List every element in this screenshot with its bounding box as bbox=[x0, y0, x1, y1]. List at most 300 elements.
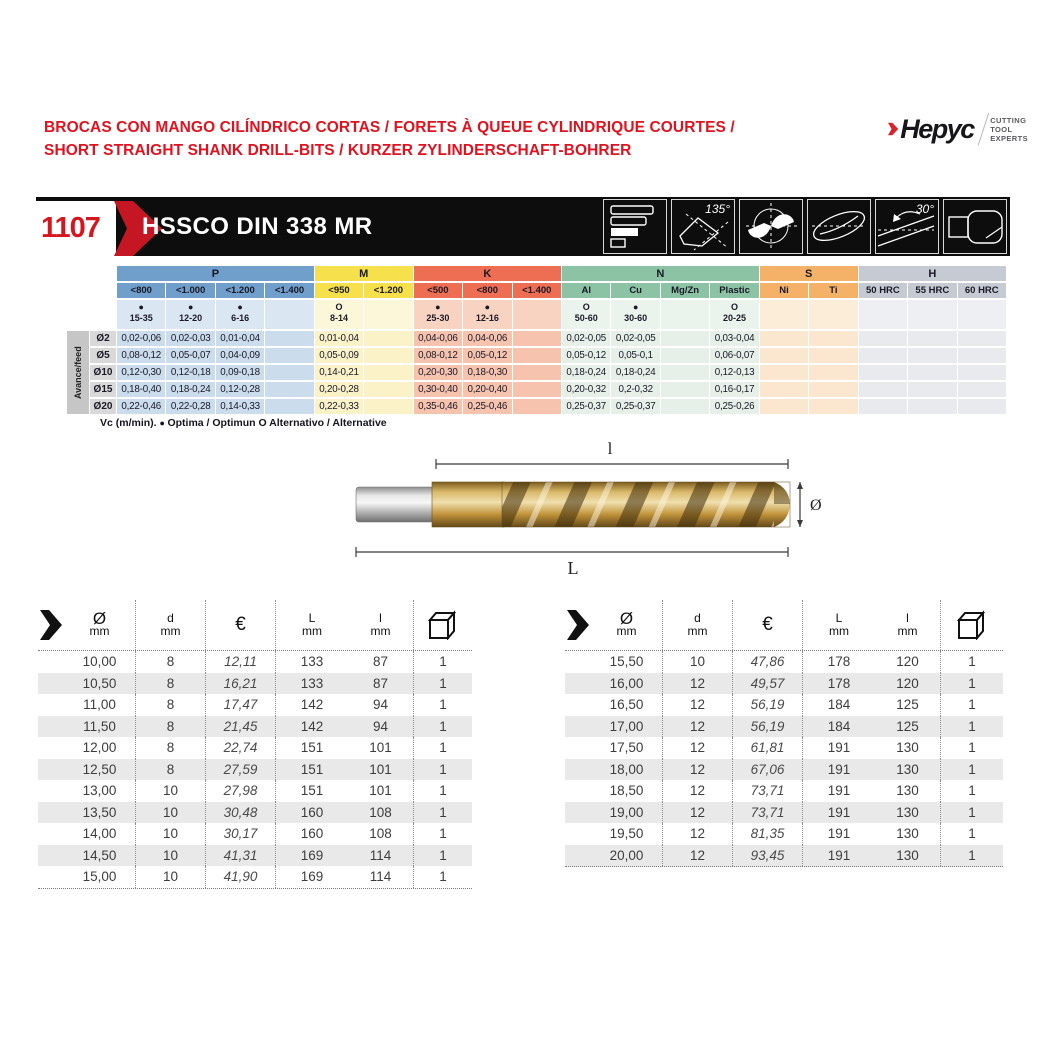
diameter-value: 20,00 bbox=[591, 845, 663, 867]
speed-group-header-N: N bbox=[562, 266, 759, 281]
speed-subcol-header: <1.200 bbox=[216, 283, 264, 298]
price-value: 56,19 bbox=[733, 716, 803, 738]
row-spacer bbox=[38, 866, 64, 888]
flute-length-value: 120 bbox=[875, 673, 941, 695]
flute-length-value: 130 bbox=[875, 823, 941, 845]
feed-value-cell: 0,04-0,06 bbox=[414, 331, 462, 346]
row-spacer bbox=[38, 651, 64, 673]
packaging-qty-value: 1 bbox=[968, 654, 976, 670]
feed-value-cell: 0,18-0,40 bbox=[117, 382, 165, 397]
speed-range-value: 12-16 bbox=[475, 313, 499, 323]
col-header-diameter-symbol: Ø bbox=[619, 609, 634, 628]
flute-length-value: 108 bbox=[348, 823, 414, 845]
feed-value-cell: 0,01-0,04 bbox=[216, 331, 264, 346]
price-value: 47,86 bbox=[733, 651, 803, 673]
logo-tagline-line: TOOL bbox=[990, 124, 1013, 134]
total-length-value: 191 bbox=[827, 804, 851, 820]
speed-subcol-header: Cu bbox=[611, 283, 659, 298]
speed-feed-table bbox=[67, 266, 1006, 414]
total-length-value: 169 bbox=[300, 869, 324, 885]
page-title-line2: SHORT STRAIGHT SHANK DRILL-BITS / KURZER ZYLINDERSCHAFT-BOHRER bbox=[44, 142, 632, 159]
price-value: 27,59 bbox=[206, 759, 276, 781]
flute-length-value: 125 bbox=[875, 694, 941, 716]
flute-length-value: 130 bbox=[875, 737, 941, 759]
logo-tagline bbox=[990, 116, 1028, 143]
price-value: 16,21 bbox=[206, 673, 276, 695]
shank-diameter-value: 12 bbox=[663, 780, 733, 802]
feed-value-cell: 0,20-0,30 bbox=[414, 365, 462, 380]
shank-diameter-value: 8 bbox=[136, 737, 206, 759]
feed-value-cell bbox=[859, 348, 907, 363]
row-spacer bbox=[38, 673, 64, 695]
feed-value-cell: 0,14-0,33 bbox=[216, 399, 264, 414]
table-chevron-icon bbox=[565, 600, 591, 650]
price-row bbox=[565, 780, 1003, 802]
alternative-marker-icon: O bbox=[731, 302, 739, 312]
optima-marker-icon: ● bbox=[138, 302, 144, 312]
feed-value-cell bbox=[661, 365, 709, 380]
total-length-value: 184 bbox=[827, 718, 851, 734]
diameter-value: 12,00 bbox=[64, 737, 136, 759]
banner-icon-strip bbox=[603, 199, 1007, 254]
feed-value-cell: 0,02-0,03 bbox=[166, 331, 214, 346]
col-header-diameter-symbol: Ø bbox=[92, 609, 107, 628]
logo-tagline-line: EXPERTS bbox=[990, 133, 1028, 143]
packaging-qty-value: 1 bbox=[968, 675, 976, 691]
speed-marker-cell bbox=[463, 300, 511, 329]
feed-value-cell: 0,06-0,07 bbox=[710, 348, 758, 363]
row-spacer bbox=[565, 759, 591, 781]
diameter-value: 10,00 bbox=[64, 651, 136, 673]
flute-length-value: 130 bbox=[875, 802, 941, 824]
row-spacer bbox=[565, 802, 591, 824]
feed-value-cell bbox=[760, 365, 808, 380]
feed-row-label: Ø5 bbox=[90, 348, 116, 363]
feed-value-cell: 0,05-0,12 bbox=[562, 348, 610, 363]
packaging-qty-value: 1 bbox=[439, 804, 447, 820]
feed-value-cell: 0,05-0,1 bbox=[611, 348, 659, 363]
col-header-total-length-unit: mm bbox=[829, 624, 849, 638]
speed-table-legend bbox=[100, 417, 387, 429]
product-name: HSSCO DIN 338 MR bbox=[142, 212, 373, 240]
price-row bbox=[38, 866, 472, 889]
size-range-icon bbox=[603, 199, 667, 254]
packaging-qty-value: 1 bbox=[968, 783, 976, 799]
feed-value-cell bbox=[760, 331, 808, 346]
diameter-value: 11,00 bbox=[64, 694, 136, 716]
packaging-qty-value: 1 bbox=[968, 697, 976, 713]
flute-length-value: 87 bbox=[348, 673, 414, 695]
price-value: 17,47 bbox=[206, 694, 276, 716]
logo-divider bbox=[978, 113, 989, 145]
price-value: 12,11 bbox=[206, 651, 276, 673]
feed-value-cell bbox=[908, 365, 956, 380]
col-header-total-length-unit: mm bbox=[302, 624, 322, 638]
feed-value-cell: 0,08-0,12 bbox=[117, 348, 165, 363]
feed-value-cell: 0,22-0,33 bbox=[315, 399, 363, 414]
price-row bbox=[38, 780, 472, 802]
price-table-left bbox=[38, 600, 472, 889]
feed-value-cell: 0,22-0,46 bbox=[117, 399, 165, 414]
speed-range-value: 20-25 bbox=[723, 313, 747, 323]
alternative-marker-icon: O bbox=[335, 302, 343, 312]
feed-row-label: Ø10 bbox=[90, 365, 116, 380]
price-row bbox=[565, 673, 1003, 695]
cross-section-icon bbox=[739, 199, 803, 254]
shank-diameter-value: 12 bbox=[663, 823, 733, 845]
flute-profile-icon bbox=[807, 199, 871, 254]
shank-diameter-value: 12 bbox=[663, 694, 733, 716]
feed-value-cell bbox=[958, 331, 1006, 346]
price-value: 67,06 bbox=[733, 759, 803, 781]
feed-value-cell bbox=[760, 348, 808, 363]
price-value: 49,57 bbox=[733, 673, 803, 695]
diameter-value: 15,00 bbox=[64, 866, 136, 888]
feed-value-cell bbox=[661, 331, 709, 346]
flute-length-value: 87 bbox=[348, 651, 414, 673]
col-header-diameter bbox=[591, 600, 663, 650]
feed-value-cell bbox=[809, 348, 857, 363]
diameter-value: 16,50 bbox=[591, 694, 663, 716]
speed-marker-cell bbox=[958, 300, 1006, 329]
feed-value-cell: 0,30-0,40 bbox=[414, 382, 462, 397]
optima-marker-icon: ● bbox=[187, 302, 194, 312]
feed-row-label: Ø2 bbox=[90, 331, 116, 346]
logo-tagline-line: CUTTING bbox=[990, 115, 1027, 125]
feed-value-cell: 0,25-0,46 bbox=[463, 399, 511, 414]
alternative-marker-icon: O bbox=[582, 302, 590, 312]
brand-logo bbox=[888, 112, 1028, 146]
speed-group-header-M: M bbox=[315, 266, 413, 281]
speed-subcol-header: <1.400 bbox=[513, 283, 561, 298]
diameter-value: 13,50 bbox=[64, 802, 136, 824]
feed-value-cell bbox=[760, 382, 808, 397]
feed-value-cell bbox=[908, 399, 956, 414]
price-row bbox=[38, 823, 472, 845]
speed-range-value: 15-35 bbox=[129, 313, 153, 323]
flute-length-value: 101 bbox=[348, 780, 414, 802]
feed-value-cell: 0,02-0,05 bbox=[562, 331, 610, 346]
diameter-value: 14,00 bbox=[64, 823, 136, 845]
price-table-header bbox=[38, 600, 472, 651]
flute-length-value: 94 bbox=[348, 694, 414, 716]
speed-marker-cell bbox=[908, 300, 956, 329]
speed-range-value: 6-16 bbox=[231, 313, 250, 323]
feed-value-cell: 0,25-0,37 bbox=[562, 399, 610, 414]
diameter-value: 10,50 bbox=[64, 673, 136, 695]
flute-length-value: 94 bbox=[348, 716, 414, 738]
feed-value-cell: 0,03-0,04 bbox=[710, 331, 758, 346]
speed-subcol-header: <800 bbox=[117, 283, 165, 298]
feed-row-label: Ø20 bbox=[90, 399, 116, 414]
speed-marker-cell bbox=[265, 300, 313, 329]
product-banner bbox=[36, 197, 1010, 256]
speed-marker-cell bbox=[710, 300, 758, 329]
flute-length-value: 120 bbox=[875, 651, 941, 673]
col-header-flute-length-unit: mm bbox=[370, 624, 391, 638]
total-length-value: 133 bbox=[300, 675, 324, 691]
flute-length-value: 114 bbox=[348, 866, 414, 888]
feed-value-cell: 0,12-0,28 bbox=[216, 382, 264, 397]
row-spacer bbox=[38, 759, 64, 781]
total-length-value: 191 bbox=[827, 826, 851, 842]
col-header-shank bbox=[663, 600, 733, 650]
feed-value-cell: 0,14-0,21 bbox=[315, 365, 363, 380]
col-header-price: € bbox=[733, 600, 803, 650]
feed-value-cell: 0,09-0,18 bbox=[216, 365, 264, 380]
price-value: 30,48 bbox=[206, 802, 276, 824]
feed-value-cell: 0,08-0,12 bbox=[414, 348, 462, 363]
feed-value-cell: 0,12-0,18 bbox=[166, 365, 214, 380]
logo-chevron-icon bbox=[888, 113, 898, 145]
speed-marker-cell bbox=[513, 300, 561, 329]
legend-optima: Optima / Optimun bbox=[167, 417, 256, 429]
col-header-diameter-unit: mm bbox=[89, 624, 110, 638]
feed-value-cell bbox=[958, 348, 1006, 363]
row-spacer bbox=[38, 802, 64, 824]
shank-diameter-value: 12 bbox=[663, 673, 733, 695]
optima-marker-icon: ● bbox=[159, 418, 168, 428]
feed-value-cell bbox=[809, 331, 857, 346]
total-length-value: 169 bbox=[300, 847, 324, 863]
diameter-label: Ø bbox=[810, 497, 822, 514]
flute-length-value: 130 bbox=[875, 845, 941, 867]
feed-value-cell bbox=[513, 331, 561, 346]
price-row bbox=[38, 802, 472, 824]
optima-marker-icon: ● bbox=[435, 302, 441, 312]
col-header-total-length bbox=[276, 600, 348, 650]
diameter-value: 12,50 bbox=[64, 759, 136, 781]
point-angle-label: 135° bbox=[705, 202, 730, 216]
total-length-label: L bbox=[567, 558, 579, 578]
packaging-qty-value: 1 bbox=[968, 804, 976, 820]
row-spacer bbox=[565, 651, 591, 673]
price-value: 56,19 bbox=[733, 694, 803, 716]
price-row bbox=[565, 802, 1003, 824]
packaging-qty-value: 1 bbox=[968, 718, 976, 734]
helix-angle-30-icon bbox=[875, 199, 939, 254]
feed-value-cell: 0,18-0,24 bbox=[166, 382, 214, 397]
feed-value-cell bbox=[908, 331, 956, 346]
price-row bbox=[565, 823, 1003, 845]
shank-diameter-value: 10 bbox=[136, 802, 206, 824]
flute-length-value: 130 bbox=[875, 759, 941, 781]
price-row bbox=[38, 673, 472, 695]
feed-value-cell: 0,18-0,24 bbox=[611, 365, 659, 380]
row-spacer bbox=[565, 716, 591, 738]
feed-value-cell: 0,05-0,12 bbox=[463, 348, 511, 363]
shank-diameter-value: 10 bbox=[136, 866, 206, 888]
row-spacer bbox=[38, 845, 64, 867]
total-length-value: 191 bbox=[827, 761, 851, 777]
row-spacer bbox=[565, 845, 591, 867]
price-row bbox=[565, 737, 1003, 759]
feed-value-cell bbox=[809, 382, 857, 397]
price-row bbox=[565, 759, 1003, 781]
shank-diameter-value: 8 bbox=[136, 673, 206, 695]
feed-value-cell bbox=[265, 382, 313, 397]
feed-value-cell: 0,01-0,04 bbox=[315, 331, 363, 346]
col-header-flute-length-unit: mm bbox=[897, 624, 918, 638]
logo-brand-text: Hepyc bbox=[900, 113, 974, 144]
speed-range-value: 50-60 bbox=[574, 313, 598, 323]
col-header-price: € bbox=[206, 600, 276, 650]
feed-value-cell bbox=[908, 348, 956, 363]
speed-range-value: 12-20 bbox=[179, 313, 203, 323]
col-header-diameter bbox=[64, 600, 136, 650]
price-row bbox=[565, 716, 1003, 738]
row-spacer bbox=[565, 673, 591, 695]
row-spacer bbox=[565, 694, 591, 716]
legend-alternative: Alternativo / Alternative bbox=[269, 417, 387, 429]
total-length-value: 184 bbox=[827, 697, 851, 713]
total-length-value: 151 bbox=[300, 740, 324, 756]
diameter-value: 14,50 bbox=[64, 845, 136, 867]
feed-value-cell bbox=[364, 382, 412, 397]
price-row bbox=[38, 716, 472, 738]
feed-value-cell bbox=[958, 365, 1006, 380]
feed-value-cell: 0,05-0,09 bbox=[315, 348, 363, 363]
feed-value-cell bbox=[859, 365, 907, 380]
speed-subcol-header: <1.200 bbox=[364, 283, 412, 298]
feed-value-cell: 0,18-0,24 bbox=[562, 365, 610, 380]
diameter-value: 11,50 bbox=[64, 716, 136, 738]
packaging-qty-value: 1 bbox=[439, 718, 447, 734]
speed-subcol-header: Ti bbox=[809, 283, 857, 298]
packaging-box-icon bbox=[941, 600, 1003, 650]
alternative-marker-icon: O bbox=[258, 417, 270, 429]
feed-value-cell bbox=[809, 399, 857, 414]
total-length-value: 178 bbox=[827, 675, 851, 691]
price-table-header bbox=[565, 600, 1003, 651]
feed-value-cell bbox=[265, 399, 313, 414]
row-spacer bbox=[38, 737, 64, 759]
product-code-badge bbox=[36, 201, 116, 256]
row-spacer bbox=[38, 780, 64, 802]
feed-value-cell bbox=[364, 365, 412, 380]
price-row bbox=[565, 694, 1003, 716]
row-spacer bbox=[565, 780, 591, 802]
price-value: 22,74 bbox=[206, 737, 276, 759]
drill-dimension-diagram bbox=[348, 440, 828, 585]
speed-marker-cell bbox=[760, 300, 808, 329]
col-header-flute-length bbox=[875, 600, 941, 650]
feed-value-cell: 0,05-0,07 bbox=[166, 348, 214, 363]
speed-range-value: 30-60 bbox=[624, 313, 648, 323]
speed-group-header-P: P bbox=[117, 266, 314, 281]
feed-value-cell: 0,04-0,06 bbox=[463, 331, 511, 346]
total-length-value: 160 bbox=[300, 804, 324, 820]
price-value: 73,71 bbox=[733, 780, 803, 802]
feed-value-cell bbox=[265, 331, 313, 346]
speed-marker-cell bbox=[661, 300, 709, 329]
table-chevron-icon bbox=[38, 600, 64, 650]
cylindrical-shank-icon bbox=[943, 199, 1007, 254]
optima-marker-icon: ● bbox=[484, 302, 491, 312]
speed-subcol-header: <1.000 bbox=[166, 283, 214, 298]
feed-value-cell bbox=[760, 399, 808, 414]
feed-value-cell: 0,20-0,32 bbox=[562, 382, 610, 397]
shank-diameter-value: 12 bbox=[663, 759, 733, 781]
speed-subcol-header: <1.400 bbox=[265, 283, 313, 298]
speed-subcol-header: <800 bbox=[463, 283, 511, 298]
diameter-value: 18,00 bbox=[591, 759, 663, 781]
feed-value-cell bbox=[513, 365, 561, 380]
feed-value-cell bbox=[265, 365, 313, 380]
page-title-line1: BROCAS CON MANGO CILÍNDRICO CORTAS / FORETS À QUEUE CYLINDRIQUE COURTES / bbox=[44, 119, 735, 136]
packaging-qty-value: 1 bbox=[439, 847, 447, 863]
speed-marker-cell bbox=[216, 300, 264, 329]
speed-range-value: 8-14 bbox=[329, 313, 348, 323]
price-value: 93,45 bbox=[733, 845, 803, 867]
col-header-flute-length-symbol: l bbox=[379, 611, 382, 625]
flute-length-value: 108 bbox=[348, 802, 414, 824]
speed-marker-cell bbox=[414, 300, 462, 329]
shank-diameter-value: 12 bbox=[663, 737, 733, 759]
diameter-value: 16,00 bbox=[591, 673, 663, 695]
col-header-shank bbox=[136, 600, 206, 650]
total-length-value: 160 bbox=[300, 826, 324, 842]
speed-marker-cell bbox=[364, 300, 412, 329]
feed-value-cell: 0,16-0,17 bbox=[710, 382, 758, 397]
diameter-value: 13,00 bbox=[64, 780, 136, 802]
total-length-value: 191 bbox=[827, 740, 851, 756]
price-table-right bbox=[565, 600, 1003, 867]
speed-subcol-header: <950 bbox=[315, 283, 363, 298]
price-row bbox=[38, 759, 472, 781]
flute-length-label: l bbox=[607, 440, 613, 458]
feed-value-cell bbox=[364, 399, 412, 414]
feed-value-cell: 0,18-0,30 bbox=[463, 365, 511, 380]
feed-value-cell bbox=[364, 348, 412, 363]
total-length-value: 191 bbox=[827, 783, 851, 799]
feed-value-cell bbox=[513, 399, 561, 414]
feed-value-cell bbox=[513, 382, 561, 397]
row-spacer bbox=[565, 737, 591, 759]
price-value: 27,98 bbox=[206, 780, 276, 802]
packaging-qty-value: 1 bbox=[439, 826, 447, 842]
price-value: 41,31 bbox=[206, 845, 276, 867]
price-value: 21,45 bbox=[206, 716, 276, 738]
packaging-qty-value: 1 bbox=[439, 740, 447, 756]
packaging-qty-value: 1 bbox=[439, 654, 447, 670]
diameter-value: 15,50 bbox=[591, 651, 663, 673]
feed-value-cell bbox=[958, 382, 1006, 397]
flute-length-value: 101 bbox=[348, 759, 414, 781]
price-row bbox=[565, 651, 1003, 673]
price-value: 41,90 bbox=[206, 866, 276, 888]
shank-diameter-value: 8 bbox=[136, 716, 206, 738]
feed-value-cell bbox=[513, 348, 561, 363]
feed-value-cell bbox=[859, 331, 907, 346]
page-title bbox=[44, 116, 735, 162]
packaging-qty-value: 1 bbox=[968, 740, 976, 756]
packaging-qty-value: 1 bbox=[439, 675, 447, 691]
legend-vc: Vc (m/min). bbox=[100, 417, 157, 429]
feed-value-cell bbox=[661, 348, 709, 363]
speed-subcol-header: 60 HRC bbox=[958, 283, 1006, 298]
diameter-value: 18,50 bbox=[591, 780, 663, 802]
feed-value-cell: 0,25-0,37 bbox=[611, 399, 659, 414]
feed-value-cell: 0,12-0,13 bbox=[710, 365, 758, 380]
price-row bbox=[565, 845, 1003, 868]
row-spacer bbox=[565, 823, 591, 845]
diameter-value: 19,50 bbox=[591, 823, 663, 845]
speed-subcol-header: 50 HRC bbox=[859, 283, 907, 298]
col-header-flute-length-symbol: l bbox=[906, 611, 909, 625]
shank-diameter-value: 10 bbox=[136, 845, 206, 867]
feed-row-label: Ø15 bbox=[90, 382, 116, 397]
